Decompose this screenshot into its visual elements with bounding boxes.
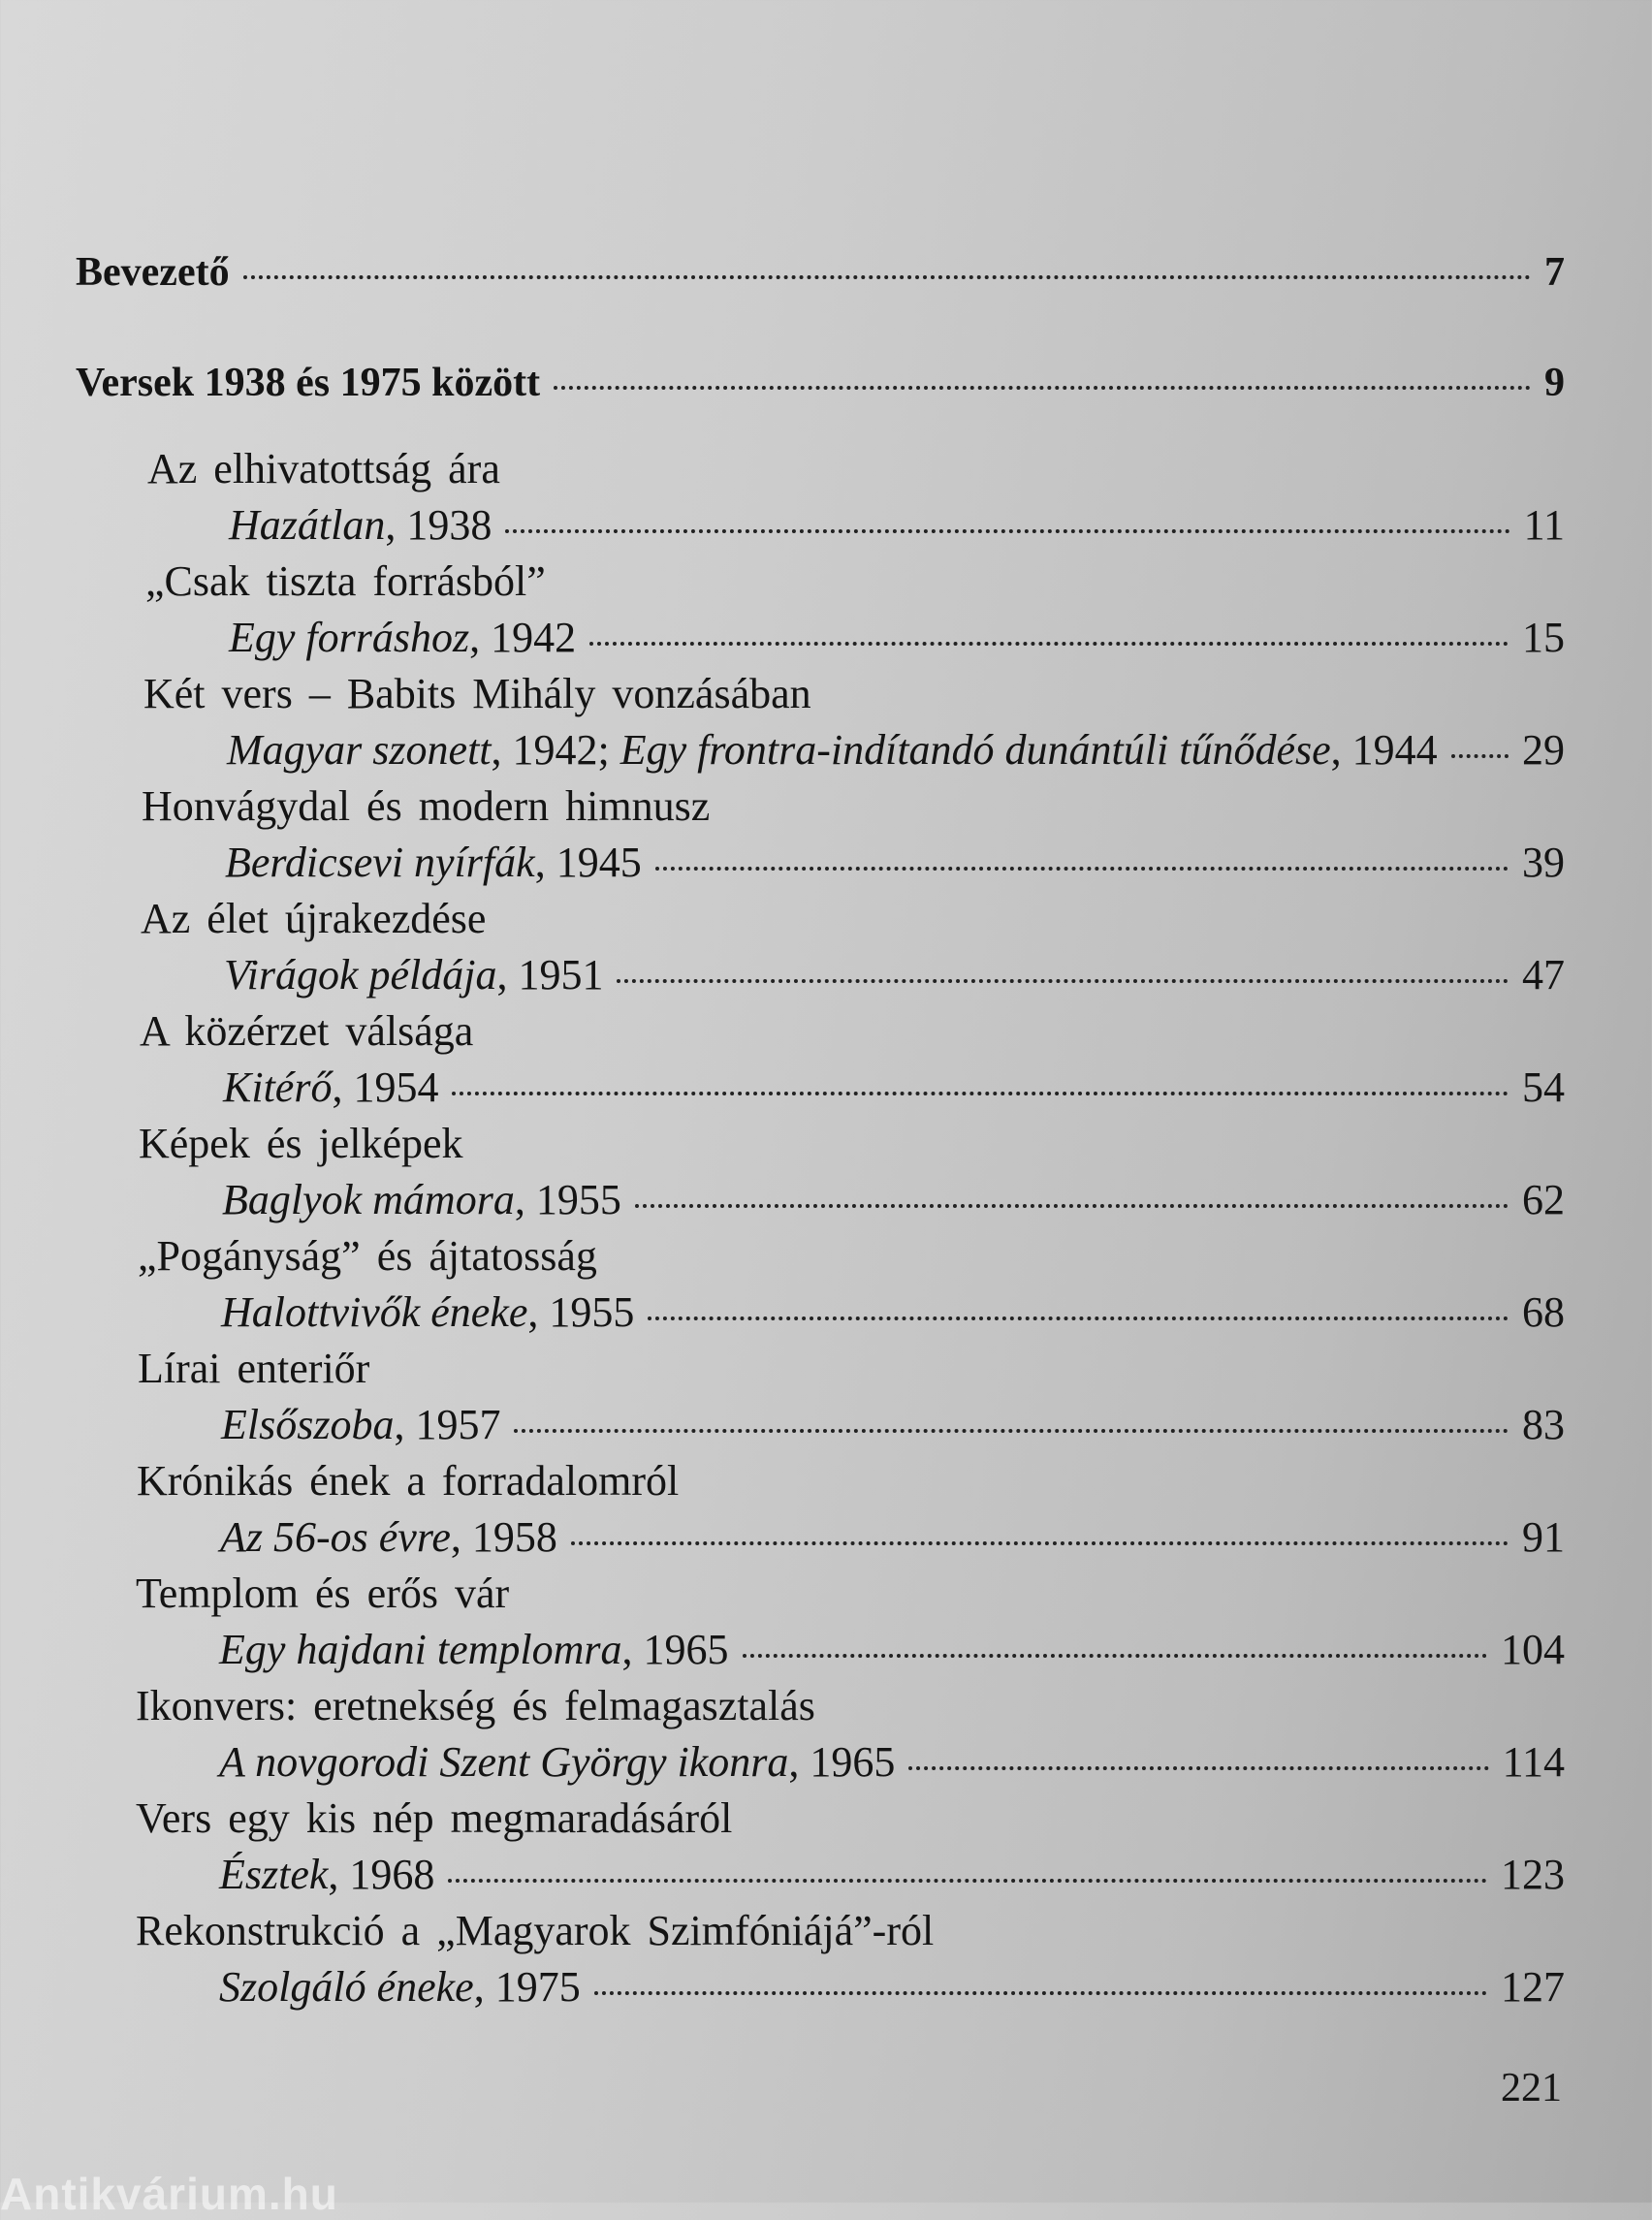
leader-dots (554, 386, 1531, 390)
work-year: , 1945 (534, 839, 642, 886)
work-citation (220, 1513, 557, 1561)
page-number: 39 (1522, 839, 1565, 886)
toc-entry-row (219, 1738, 1565, 1786)
work-title: Halottvivők éneke (221, 1288, 528, 1336)
leader-dots (594, 1991, 1487, 1995)
toc-entry-row (229, 501, 1565, 549)
page-number: 29 (1522, 726, 1565, 774)
leader-dots (908, 1766, 1488, 1770)
page-number: 83 (1522, 1401, 1565, 1448)
leader-dots (635, 1204, 1509, 1208)
leader-dots (514, 1429, 1509, 1433)
work-title: Egy hajdani templomra (219, 1626, 622, 1673)
work-title: Észtek (219, 1851, 329, 1898)
toc-entry-heading: Krónikás ének a forradalomról (137, 1457, 680, 1505)
page-number: 127 (1501, 1963, 1565, 2011)
work-title: Elsőszoba (221, 1401, 395, 1448)
work-citation (219, 1963, 581, 2011)
toc-section-row (76, 363, 1565, 403)
toc-entry-row (229, 614, 1565, 661)
work-citation (229, 614, 577, 661)
work-citation (225, 841, 642, 884)
page-number: 11 (1523, 501, 1565, 549)
toc-entry-heading: Templom és erős vár (136, 1570, 510, 1617)
watermark: Antikvárium.hu (0, 2169, 338, 2219)
leader-dots (1451, 754, 1509, 758)
toc-entry-row (223, 1063, 1565, 1111)
toc-entry-row (219, 1851, 1565, 1898)
page-number: 9 (1544, 361, 1565, 405)
work-citation (222, 1176, 621, 1223)
work-citation (227, 726, 1438, 774)
section-title: Versek 1938 és 1975 között (76, 361, 541, 405)
work-title: Kitérő (223, 1063, 333, 1111)
leader-dots (589, 642, 1509, 646)
work-year: , 1955 (527, 1288, 635, 1336)
page-number: 47 (1522, 951, 1565, 999)
work-title: Baglyok mámora (222, 1176, 515, 1223)
toc-entry-heading: Az élet újrakezdése (141, 895, 487, 942)
leader-dots (448, 1879, 1487, 1883)
work-title: Magyar szonett (227, 726, 492, 774)
toc-entry-heading: „Pogányság” és ájtatosság (138, 1232, 597, 1280)
section-title: Bevezető (76, 250, 230, 295)
page-number: 123 (1501, 1851, 1565, 1898)
work-citation (223, 1063, 439, 1111)
toc-entry-heading: Rekonstrukció a „Magyarok Szimfóniájá”-ról (136, 1907, 935, 1954)
toc-entry-heading: Vers egy kis nép megmaradásáról (136, 1794, 733, 1842)
work-citation (221, 1401, 501, 1448)
toc-entry-row (219, 1626, 1565, 1673)
work-citation (229, 501, 492, 549)
page-folio: 221 (1501, 2066, 1562, 2110)
work-year: , 1965 (621, 1626, 729, 1673)
work-citation (219, 1626, 729, 1673)
toc-entry-heading: Az elhivatottság ára (147, 445, 500, 492)
work-year: , 1942; (491, 726, 620, 774)
work-year: , 1965 (788, 1738, 896, 1786)
toc-section-row (76, 252, 1565, 293)
toc-entry-heading: Honvágydal és modern himnusz (142, 782, 711, 830)
page-number: 91 (1522, 1513, 1565, 1561)
work-citation (219, 1738, 896, 1786)
work-title: Az 56-os évre (220, 1513, 451, 1561)
work-year: , 1938 (385, 501, 492, 549)
page-number: 68 (1522, 1288, 1565, 1336)
toc-entry-row (227, 726, 1565, 774)
toc-entry-row (224, 951, 1565, 999)
toc-entry-row (225, 841, 1565, 884)
page-number: 54 (1522, 1063, 1565, 1111)
work-citation (221, 1288, 635, 1336)
work-title: Berdicsevi nyírfák (225, 839, 535, 886)
work-citation (224, 951, 604, 999)
work-year: , 1975 (473, 1963, 581, 2011)
page-number: 7 (1544, 250, 1565, 295)
page-number: 15 (1522, 614, 1565, 661)
toc-entry-row (221, 1401, 1565, 1448)
leader-dots (743, 1654, 1487, 1658)
leader-dots (452, 1092, 1509, 1095)
work-title: Egy forráshoz (229, 614, 470, 661)
work-title: Hazátlan (229, 501, 386, 549)
leader-dots (617, 979, 1509, 983)
page-number: 104 (1501, 1626, 1565, 1673)
work-year: , 1957 (394, 1401, 501, 1448)
work-year: , 1954 (332, 1063, 439, 1111)
toc-entry-heading: A közérzet válsága (140, 1007, 474, 1055)
toc-entry-heading: Lírai enteriőr (138, 1345, 370, 1392)
toc-entry-row (220, 1513, 1565, 1561)
page-number: 114 (1502, 1738, 1565, 1786)
work-year-2: , 1944 (1330, 726, 1438, 774)
work-year: , 1955 (514, 1176, 621, 1223)
work-year: , 1968 (328, 1851, 435, 1898)
leader-dots (505, 529, 1509, 533)
toc-entry-row (219, 1963, 1565, 2011)
work-title: Virágok példája (224, 951, 497, 999)
toc-entry-row (221, 1288, 1565, 1336)
work-year: , 1958 (450, 1513, 557, 1561)
toc-entry-heading: Képek és jelképek (139, 1120, 463, 1167)
work-title-2: Egy frontra-indítandó dunántúli tűnődése (620, 726, 1331, 774)
toc-entry-heading: „Csak tiszta forrásból” (145, 557, 546, 605)
toc-entry-heading: Két vers – Babits Mihály vonzásában (143, 670, 811, 717)
toc-entry-row (222, 1176, 1565, 1223)
page-number: 62 (1522, 1176, 1565, 1223)
work-year: , 1942 (469, 614, 577, 661)
toc-entry-heading: Ikonvers: eretnekség és felmagasztalás (136, 1682, 815, 1729)
leader-dots (571, 1541, 1509, 1545)
work-year: , 1951 (496, 951, 604, 999)
work-title: Szolgáló éneke (219, 1963, 474, 2011)
leader-dots (655, 867, 1509, 871)
leader-dots (648, 1316, 1509, 1320)
work-title: A novgorodi Szent György ikonra (219, 1738, 789, 1786)
work-citation (219, 1851, 435, 1898)
leader-dots (243, 275, 1531, 279)
